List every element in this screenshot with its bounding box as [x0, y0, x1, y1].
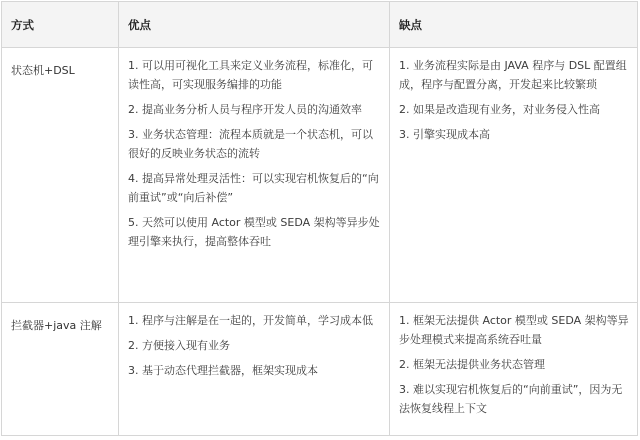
comparison-table: [1, 1, 638, 436]
list-item: 1. 程序与注解是在一起的，开发简单，学习成本低: [128, 314, 373, 327]
pros-list: [128, 48, 381, 251]
list-item: 2. 框架无法提供业务状态管理: [399, 358, 545, 371]
list-item: 1. 可以用可视化工具来定义业务流程，标准化，可读性高，可实现服务编排的功能: [128, 59, 373, 91]
table-header-row: [2, 2, 638, 48]
list-item: 2. 提高业务分析人员与程序开发人员的沟通效率: [128, 103, 362, 116]
pros-cell: [119, 48, 390, 303]
header-method: 方式: [2, 2, 119, 48]
comparison-table-container: [1, 1, 639, 438]
list-item: 3. 基于动态代理拦截器，框架实现成本: [128, 364, 318, 377]
list-item: 3. 难以实现宕机恢复后的“向前重试”，因为无法恢复线程上下文: [399, 383, 623, 415]
list-item: 3. 业务状态管理：流程本质就是一个状态机，可以很好的反映业务状态的流转: [128, 128, 373, 160]
pros-cell: [119, 303, 390, 436]
cons-cell: [390, 303, 638, 436]
cons-cell: [390, 48, 638, 303]
table-row: [2, 48, 638, 303]
method-cell: [2, 303, 119, 436]
list-item: 2. 如果是改造现有业务，对业务侵入性高: [399, 103, 600, 116]
cons-list: [399, 303, 629, 418]
list-item: 3. 引擎实现成本高: [399, 128, 490, 141]
method-label: 状态机+DSL: [11, 64, 75, 77]
cons-list: [399, 48, 629, 144]
table-row: [2, 303, 638, 436]
list-item: 4. 提高异常处理灵活性：可以实现宕机恢复后的“向前重试”或“向后补偿”: [128, 172, 379, 204]
list-item: 1. 业务流程实际是由 JAVA 程序与 DSL 配置组成，程序与配置分离，开发起来比较繁琐: [399, 59, 627, 91]
header-cons: 缺点: [390, 2, 638, 48]
list-item: 5. 天然可以使用 Actor 模型或 SEDA 架构等异步处理引擎来执行，提高整体吞吐: [128, 216, 380, 248]
pros-list: [128, 303, 381, 380]
list-item: 1. 框架无法提供 Actor 模型或 SEDA 架构等异步处理模式来提高系统吞吐量: [399, 314, 629, 346]
list-item: 2. 方便接入现有业务: [128, 339, 230, 352]
header-pros: 优点: [119, 2, 390, 48]
method-cell: [2, 48, 119, 303]
method-label: 拦截器+java 注解: [11, 319, 102, 332]
